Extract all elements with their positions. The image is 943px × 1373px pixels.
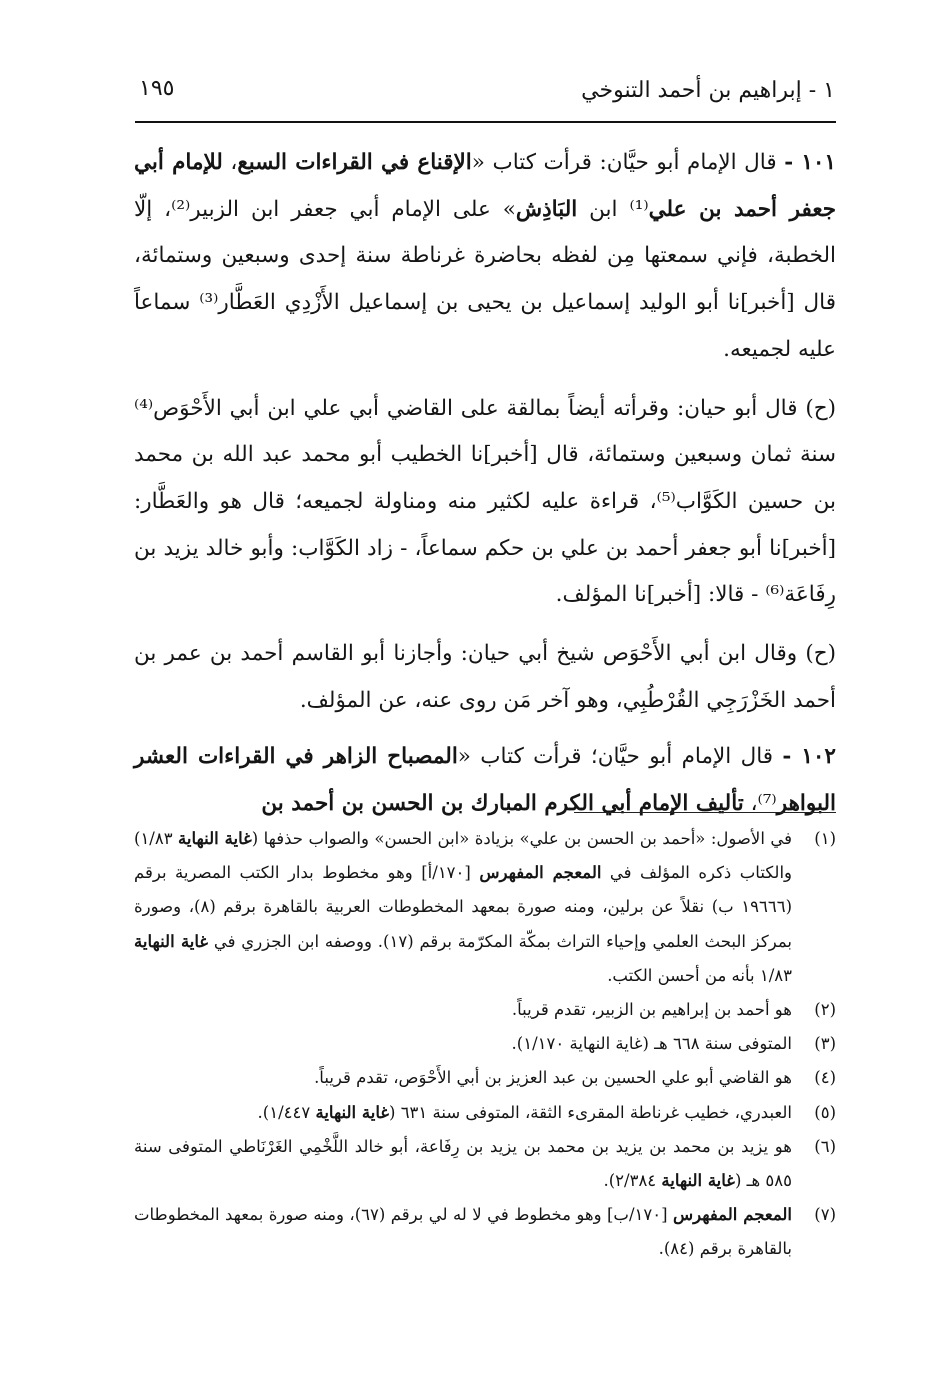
author-name: تأليف الإمام أبي الكرم المبارك بن الحسن بن أحمد بن xyxy=(261,791,744,817)
book-title: غاية النهاية xyxy=(178,829,252,848)
footnote-3 xyxy=(134,1027,836,1061)
page-number: ١٩٥ xyxy=(139,76,175,101)
text-run: ، xyxy=(222,150,238,175)
running-title: ١ - إبراهيم بن أحمد التنوخي xyxy=(581,78,835,103)
book-title: المعجم المفهرس xyxy=(672,1205,792,1225)
footnote-number: (٥) xyxy=(814,1102,836,1122)
footnote-1 xyxy=(134,822,836,993)
book-title: غاية النهاية xyxy=(661,1171,735,1191)
footnote-rule xyxy=(574,812,836,813)
footnote-text: المتوفى سنة ٦٦٨ هـ (غاية النهاية ١/١٧٠). xyxy=(511,1034,792,1054)
paragraph-101 xyxy=(134,140,836,374)
book-title: الإقناع في القراءات السبع xyxy=(237,150,472,175)
entry-number: ١٠١ - xyxy=(784,150,836,175)
book-title: المعجم المفهرس xyxy=(479,863,602,883)
footnote-4 xyxy=(134,1061,836,1095)
footnote-number: (٧) xyxy=(814,1205,836,1225)
author-name: للإمام أبي جعفر أحمد بن علي xyxy=(134,150,836,222)
book-title: غاية النهاية xyxy=(315,1102,389,1122)
footnote-text: هو أحمد بن إبراهيم بن الزبير، تقدم قريباً. xyxy=(511,1000,792,1020)
text-run: [١٧٠/ب] وهو مخطوط في لا له لي برقم (٦٧)، ومنه صورة بمعهد المخطوطات بالقاهرة برقم (٨٤). xyxy=(134,1205,792,1259)
text-run: ⁽⁷⁾، xyxy=(743,791,777,817)
text-run: العبدري، خطيب غرناطة المقرىء الثقة، المتوفى سنة ٦٣١ ( xyxy=(389,1102,792,1122)
footnote-number: (٣) xyxy=(814,1034,836,1054)
text-run: هو يزيد بن محمد بن يزيد بن محمد بن يزيد بن رِفَاعة، أبو خالد اللَّخْمِي الغَرْنَاطي المتوفى سنة ٥٨٥ هـ ( xyxy=(134,1136,792,1191)
footnotes xyxy=(134,822,836,1267)
text-run: في الأصول: «أحمد بن الحسن بن علي» بزيادة «ابن الحسن» والصواب حذفها ( xyxy=(251,829,792,848)
paragraph-chain-2: (ح) وقال ابن أبي الأَحْوَص شيخ أبي حيان: وأجازنا أبو القاسم أحمد بن عمر بن أحمد الخَزْرَجِي القُرْطُبِي، وهو آخر مَن روى عنه، عن المؤلف. xyxy=(134,641,836,713)
entry-number: ١٠٢ - xyxy=(782,744,836,770)
paragraph-102 xyxy=(134,734,836,827)
footnote-number: (٤) xyxy=(814,1068,836,1088)
text-run: قال الإمام أبو حيَّان: قرأت كتاب « xyxy=(471,150,777,175)
footnote-number: (١) xyxy=(814,829,836,848)
footnote-6 xyxy=(134,1130,836,1198)
main-text xyxy=(134,140,836,840)
text-run: ٢/٣٨٤). xyxy=(603,1171,662,1191)
footnote-text xyxy=(134,1198,792,1266)
footnote-2 xyxy=(134,993,836,1027)
book-title: غاية النهاية xyxy=(134,931,209,951)
footnote-text xyxy=(134,1096,792,1130)
text-run: قال الإمام أبو حيَّان؛ قرأت كتاب « xyxy=(457,744,774,770)
footnote-number: (٦) xyxy=(814,1136,836,1156)
text-run: [١٧٠/أ] وهو مخطوط بدار الكتب المصرية برقم (١٩٦٦٦ ب) نقلاً عن برلين، ومنه صورة بمعهد المخطوطات العربية بالقاهرة برقم (٨)، وصورة بمركز البحث العلمي وإحياء التراث بمكّة المكرّمة برقم (١٧). ووصفه ابن الجزري في xyxy=(134,863,793,951)
text-run: ١/٨٣) والكتاب ذكره المؤلف في xyxy=(134,829,793,883)
text-run: ١/٤٤٧). xyxy=(257,1102,316,1122)
footnote-text xyxy=(134,822,792,993)
author-nisba: البَاذِش xyxy=(515,196,578,222)
footnote-text: هو القاضي أبو علي الحسين بن عبد العزيز بن أبي الأَحْوَص، تقدم قريباً. xyxy=(314,1068,792,1088)
book-title: المصباح الزاهر في القراءات العشر البواهر xyxy=(134,744,836,817)
text-run: ١/٨٣ بأنه من أحسن الكتب. xyxy=(607,965,792,985)
paragraph-chain-1: (ح) قال أبو حيان: وقرأته أيضاً بمالقة على القاضي أبي علي ابن أبي الأَحْوَص⁽⁴⁾ سنة ثمان وسبعين وستمائة، قال [أخبر]نا الخطيب أبو محمد عبد الله بن محمد بن حسين الكَوَّاب⁽⁵⁾، قراءة عليه لكثير منه ومناولة لجميعه؛ قال هو والعَطَّار: [أخبر]نا أبو جعفر أحمد بن علي بن حكم سماعاً، - زاد الكَوَّاب: وأبو خالد يزيد بن رِفَاعَة⁽⁶⁾ - قالا: [أخبر]نا المؤلف. xyxy=(134,395,837,608)
footnote-text xyxy=(134,1130,792,1198)
page-header xyxy=(135,62,835,118)
footnote-5 xyxy=(134,1096,836,1130)
text-run: ⁽¹⁾ ابن xyxy=(577,196,649,222)
footnote-7 xyxy=(134,1198,836,1266)
text-run: » على الإمام أبي جعفر ابن الزبير⁽²⁾، إلّا الخطبة، فإني سمعتها مِن لفظه بحاضرة غرناطة سنة إحدى وسبعين وستمائة، قال [أخبر]نا أبو الوليد إسماعيل بن يحيى بن إسماعيل الأَزْدِي العَطَّار⁽³⁾ سماعاً عليه لجميعه. xyxy=(134,196,836,362)
footnote-number: (٢) xyxy=(814,1000,836,1020)
header-rule xyxy=(135,121,836,123)
